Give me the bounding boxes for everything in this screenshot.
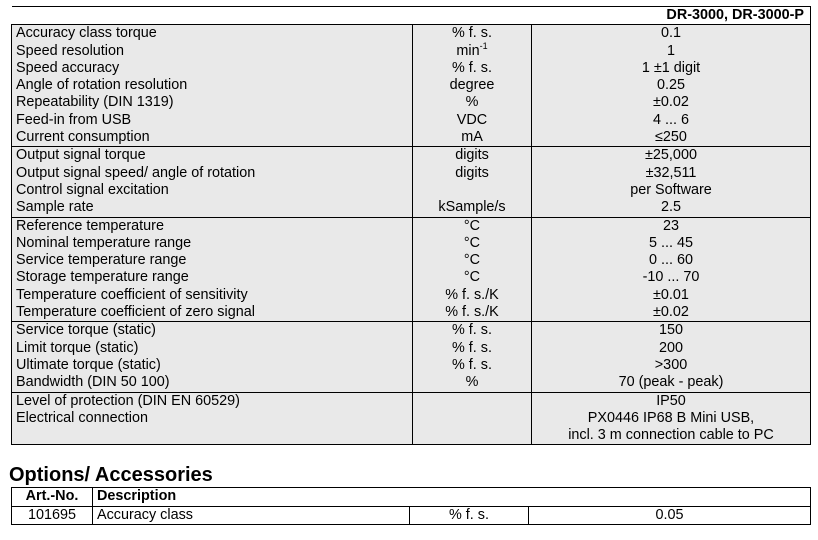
options-table: [11, 487, 811, 525]
unit-cell: %: [413, 94, 532, 111]
param-label: Electrical connection: [12, 410, 413, 445]
value-line-2: incl. 3 m connection cable to PC: [568, 427, 774, 444]
spec-row: [12, 165, 811, 182]
spec-row: [12, 287, 811, 304]
param-label: Service temperature range: [12, 252, 413, 269]
unit-cell: [413, 40, 532, 60]
art-no-header: Art.-No.: [12, 488, 93, 507]
unit-cell: % f. s.: [413, 322, 532, 340]
param-label: Service torque (static): [12, 322, 413, 340]
spec-row: [12, 43, 811, 60]
spec-row: [12, 304, 811, 322]
unit-cell: digits: [413, 165, 532, 182]
spec-row: [12, 77, 811, 94]
param-label: Speed resolution: [12, 43, 413, 60]
value-cell: ±25,000: [532, 147, 811, 165]
unit-cell: degree: [413, 77, 532, 94]
spec-row: [12, 392, 811, 410]
spec-row: [12, 217, 811, 235]
value-cell: [532, 410, 811, 445]
unit-cell: % f. s.: [413, 340, 532, 357]
spec-row: [12, 269, 811, 286]
spec-header-row: [12, 7, 811, 25]
unit-cell: °C: [413, 252, 532, 269]
spec-row: [12, 94, 811, 111]
value-cell: 1: [532, 43, 811, 60]
unit-superscript: -1: [479, 40, 488, 51]
param-label: Angle of rotation resolution: [12, 77, 413, 94]
unit-cell: [413, 182, 532, 199]
param-label: Current consumption: [12, 129, 413, 147]
value-cell: ±0.02: [532, 94, 811, 111]
spec-row: [12, 252, 811, 269]
param-label: Control signal excitation: [12, 182, 413, 199]
unit-base: min: [456, 42, 480, 59]
value-cell: IP50: [532, 392, 811, 410]
value-cell: 150: [532, 322, 811, 340]
description-header: Description: [93, 488, 811, 507]
param-label: Temperature coefficient of sensitivity: [12, 287, 413, 304]
param-label: Level of protection (DIN EN 60529): [12, 392, 413, 410]
spec-row: [12, 357, 811, 374]
unit-cell: %: [413, 374, 532, 392]
spec-header-model: DR-3000, DR-3000-P: [532, 7, 811, 25]
param-label: Reference temperature: [12, 217, 413, 235]
param-label: Repeatability (DIN 1319): [12, 94, 413, 111]
spec-row: [12, 25, 811, 43]
param-label: Storage temperature range: [12, 269, 413, 286]
options-title: Options/ Accessories: [9, 464, 213, 486]
value-cell: 0.05: [529, 506, 811, 525]
art-no-cell: 101695: [12, 506, 93, 525]
options-row: [12, 506, 811, 525]
unit-cell: [413, 392, 532, 410]
value-cell: 70 (peak - peak): [532, 374, 811, 392]
spec-row: [12, 410, 811, 445]
unit-cell: °C: [413, 235, 532, 252]
unit-cell: VDC: [413, 112, 532, 129]
param-label: Limit torque (static): [12, 340, 413, 357]
unit-cell: % f. s.: [413, 357, 532, 374]
value-cell: 0.1: [532, 25, 811, 43]
unit-cell: % f. s./K: [413, 287, 532, 304]
param-label: Output signal speed/ angle of rotation: [12, 165, 413, 182]
unit-cell: mA: [413, 129, 532, 147]
param-label: Temperature coefficient of zero signal: [12, 304, 413, 322]
param-label: Sample rate: [12, 199, 413, 217]
value-cell: 23: [532, 217, 811, 235]
value-cell: -10 ... 70: [532, 269, 811, 286]
unit-cell: kSample/s: [413, 199, 532, 217]
spec-row: [12, 182, 811, 199]
spec-row: [12, 147, 811, 165]
value-line-1: PX0446 IP68 B Mini USB,: [587, 409, 755, 426]
value-cell: 200: [532, 340, 811, 357]
param-label: Output signal torque: [12, 147, 413, 165]
param-label: Feed-in from USB: [12, 112, 413, 129]
value-cell: 1 ±1 digit: [532, 60, 811, 77]
param-label: Nominal temperature range: [12, 235, 413, 252]
spec-row: [12, 129, 811, 147]
value-cell: per Software: [532, 182, 811, 199]
spec-row: [12, 112, 811, 129]
value-cell: 4 ... 6: [532, 112, 811, 129]
param-label: Ultimate torque (static): [12, 357, 413, 374]
value-cell: 5 ... 45: [532, 235, 811, 252]
options-header-row: [12, 488, 811, 507]
param-label: Bandwidth (DIN 50 100): [12, 374, 413, 392]
spec-row: [12, 235, 811, 252]
value-cell: 0.25: [532, 77, 811, 94]
unit-cell: °C: [413, 269, 532, 286]
value-cell: 2.5: [532, 199, 811, 217]
spec-row: [12, 199, 811, 217]
specification-table: [11, 6, 811, 445]
spec-row: [12, 374, 811, 392]
value-cell: ±32,511: [532, 165, 811, 182]
value-cell: ±0.01: [532, 287, 811, 304]
spec-row: [12, 340, 811, 357]
unit-cell: % f. s.: [410, 506, 529, 525]
spec-row: [12, 60, 811, 77]
description-cell: Accuracy class: [93, 506, 410, 525]
value-cell: 0 ... 60: [532, 252, 811, 269]
spec-header-blank-2: [413, 7, 532, 25]
spec-row: [12, 322, 811, 340]
unit-cell: % f. s.: [413, 25, 532, 43]
unit-cell: [413, 410, 532, 445]
value-cell: ±0.02: [532, 304, 811, 322]
spec-header-blank-1: [12, 7, 413, 25]
value-cell: >300: [532, 357, 811, 374]
unit-cell: % f. s./K: [413, 304, 532, 322]
param-label: Speed accuracy: [12, 60, 413, 77]
unit-cell: °C: [413, 217, 532, 235]
value-cell: ≤250: [532, 129, 811, 147]
unit-cell: digits: [413, 147, 532, 165]
unit-cell: % f. s.: [413, 60, 532, 77]
param-label: Accuracy class torque: [12, 25, 413, 43]
